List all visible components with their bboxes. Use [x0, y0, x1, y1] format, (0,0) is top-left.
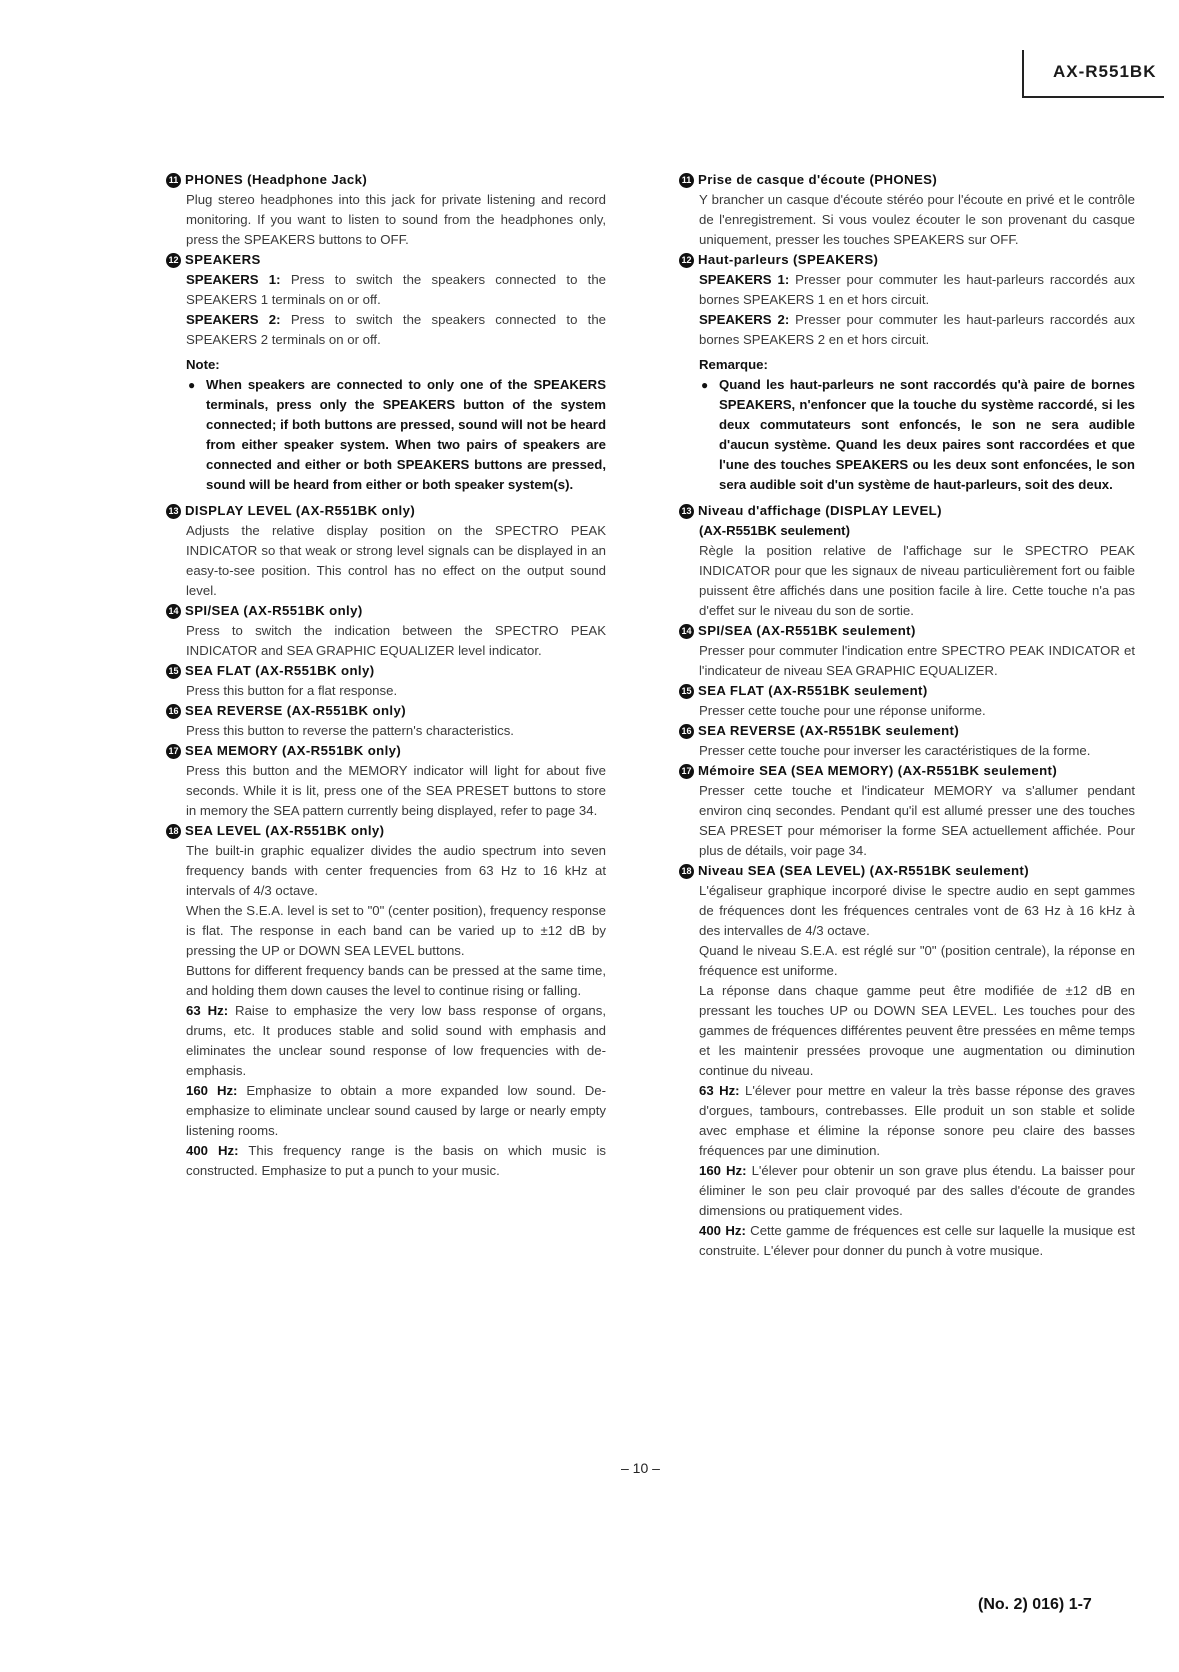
term-label: 63 Hz:	[699, 1083, 740, 1098]
number-badge-icon: 17	[166, 744, 181, 759]
section-heading	[166, 250, 606, 270]
section-spi-sea-fr	[679, 621, 1135, 681]
speakers-2-entry	[166, 310, 606, 350]
note-label: Note:	[186, 357, 220, 372]
paragraph: Presser cette touche pour une réponse uniforme.	[699, 703, 986, 718]
number-badge-icon: 13	[679, 504, 694, 519]
paragraph: Y brancher un casque d'écoute stéréo pour l'écoute en privé et le contrôle de l'enregistrement. Si vous voulez écouter le son provenant du casque uniquement, presser les touches SPEAKERS sur OFF.	[699, 192, 1135, 247]
section-sea-memory	[166, 741, 606, 821]
term-label: SPEAKERS 1:	[186, 272, 281, 287]
paragraph: When the S.E.A. level is set to "0" (center position), frequency response is flat. The response in each band can be varied up to ±12 dB by pressing the UP or DOWN SEA LEVEL buttons.	[186, 903, 606, 958]
term-label: 400 Hz:	[699, 1223, 746, 1238]
section-sea-memory-fr	[679, 761, 1135, 861]
section-heading	[679, 170, 1135, 190]
section-heading	[166, 741, 606, 761]
paragraph: Press this button to reverse the pattern's characteristics.	[186, 723, 514, 738]
note-label: Remarque:	[699, 357, 768, 372]
section-display-level	[166, 501, 606, 601]
term-text: L'élever pour obtenir un son grave plus étendu. La baisser pour éliminer le son peu clair provoqué par des salles d'écoute de grandes dimensions ou pratiquement vides.	[699, 1163, 1135, 1218]
heading-continuation: (AX-R551BK seulement)	[699, 523, 850, 538]
number-badge-icon: 11	[679, 173, 694, 188]
section-heading	[679, 681, 1135, 701]
section-heading	[679, 621, 1135, 641]
term-label: SPEAKERS 1:	[699, 272, 790, 287]
freq-160-entry	[679, 1161, 1135, 1221]
section-heading	[679, 501, 1135, 521]
heading-text: SEA REVERSE (AX-R551BK seulement)	[698, 723, 960, 738]
term-text: Presser pour commuter les haut-parleurs raccordés aux bornes SPEAKERS 2 en et hors circuit.	[699, 312, 1135, 347]
heading-text: PHONES (Headphone Jack)	[185, 172, 368, 187]
section-heading	[166, 601, 606, 621]
paragraph: Buttons for different frequency bands can be pressed at the same time, and holding them down causes the level to continue rising or falling.	[186, 963, 606, 998]
section-speakers	[166, 250, 606, 495]
heading-text: Niveau SEA (SEA LEVEL) (AX-R551BK seulement)	[698, 863, 1029, 878]
number-badge-icon: 16	[166, 704, 181, 719]
paragraph: Presser cette touche pour inverser les caractéristiques de la forme.	[699, 743, 1091, 758]
english-column	[166, 170, 606, 1181]
number-badge-icon: 15	[166, 664, 181, 679]
term-text: Raise to emphasize the very low bass response of organs, drums, etc. It produces stable and solid sound with emphasis and eliminates the unclear sound response of low frequencies with de-emphasis.	[186, 1003, 606, 1078]
number-badge-icon: 18	[166, 824, 181, 839]
freq-63-entry	[679, 1081, 1135, 1161]
section-heading	[679, 721, 1135, 741]
section-phones-fr	[679, 170, 1135, 250]
term-label: SPEAKERS 2:	[699, 312, 790, 327]
heading-text: SEA REVERSE (AX-R551BK only)	[185, 703, 407, 718]
freq-63-entry	[166, 1001, 606, 1081]
paragraph: The built-in graphic equalizer divides the audio spectrum into seven frequency bands with center frequencies from 63 Hz to 16 kHz at intervals of 4/3 octave.	[186, 843, 606, 898]
number-badge-icon: 14	[679, 624, 694, 639]
term-label: 400 Hz:	[186, 1143, 239, 1158]
term-label: SPEAKERS 2:	[186, 312, 281, 327]
number-badge-icon: 14	[166, 604, 181, 619]
section-heading	[679, 761, 1135, 781]
term-text: L'élever pour mettre en valeur la très basse réponse des graves d'orgues, tambours, contrebasses. Elle produit un son stable et solide avec emphase et élimine la réponse sonore peu claire des basses fréquences par une diminution.	[699, 1083, 1136, 1158]
section-heading	[166, 701, 606, 721]
section-sea-level	[166, 821, 606, 1181]
paragraph: Plug stereo headphones into this jack for private listening and record monitoring. If you want to listen to sound from the headphones only, press the SPEAKERS buttons to OFF.	[186, 192, 606, 247]
paragraph: Press this button and the MEMORY indicator will light for about five seconds. While it is lit, press one of the SEA PRESET buttons to store in memory the SEA pattern currently being displayed, refer to page 34.	[186, 763, 606, 818]
number-badge-icon: 13	[166, 504, 181, 519]
heading-text: Prise de casque d'écoute (PHONES)	[698, 172, 938, 187]
heading-text: Mémoire SEA (SEA MEMORY) (AX-R551BK seulement)	[698, 763, 1058, 778]
heading-text: SEA FLAT (AX-R551BK seulement)	[698, 683, 928, 698]
term-label: 63 Hz:	[186, 1003, 229, 1018]
term-text: Emphasize to obtain a more expanded low sound. De-emphasize to eliminate unclear sound caused by large or nearly empty listening rooms.	[186, 1083, 606, 1138]
number-badge-icon: 11	[166, 173, 181, 188]
speakers-1-entry	[166, 270, 606, 310]
number-badge-icon: 15	[679, 684, 694, 699]
paragraph: Press this button for a flat response.	[186, 683, 398, 698]
number-badge-icon: 12	[679, 253, 694, 268]
freq-400-entry	[679, 1221, 1135, 1261]
number-badge-icon: 17	[679, 764, 694, 779]
note-text: Quand les haut-parleurs ne sont raccordés qu'à paire de bornes SPEAKERS, n'enfoncer que la touche du système raccordé, si les deux commutateurs sont enfoncés, le son ne sera audible d'aucun système. Quand les deux paires sont raccordées et que l'une des touches SPEAKERS ou les deux sont enfoncées, le son sera audible soit d'un système de haut-parleurs, soit des deux.	[719, 377, 1135, 492]
section-heading	[166, 661, 606, 681]
section-phones	[166, 170, 606, 250]
section-heading	[166, 501, 606, 521]
term-text: Cette gamme de fréquences est celle sur laquelle la musique est construite. L'élever pour donner du punch à votre musique.	[699, 1223, 1135, 1258]
number-badge-icon: 12	[166, 253, 181, 268]
paragraph: Press to switch the indication between the SPECTRO PEAK INDICATOR and SEA GRAPHIC EQUALIZER level indicator.	[186, 623, 606, 658]
section-sea-reverse	[166, 701, 606, 741]
heading-text: SPI/SEA (AX-R551BK seulement)	[698, 623, 916, 638]
section-display-level-fr	[679, 501, 1135, 621]
bullet-icon: ●	[188, 378, 196, 392]
heading-text: SEA FLAT (AX-R551BK only)	[185, 663, 375, 678]
section-sea-reverse-fr	[679, 721, 1135, 761]
section-heading	[166, 170, 606, 190]
section-heading	[166, 821, 606, 841]
term-label: 160 Hz:	[186, 1083, 238, 1098]
term-label: 160 Hz:	[699, 1163, 747, 1178]
section-sea-level-fr	[679, 861, 1135, 1261]
speakers-1-entry	[679, 270, 1135, 310]
freq-160-entry	[166, 1081, 606, 1141]
heading-text: SPEAKERS	[185, 252, 261, 267]
paragraph: Adjusts the relative display position on the SPECTRO PEAK INDICATOR so that weak or strong level signals can be displayed in an easy-to-see position. This control has no effect on the output sound level.	[186, 523, 606, 598]
heading-text: DISPLAY LEVEL (AX-R551BK only)	[185, 503, 416, 518]
page-number: – 10 –	[621, 1460, 660, 1476]
term-text: Press to switch the speakers connected to the SPEAKERS 2 terminals on or off.	[186, 312, 606, 347]
heading-text: SEA LEVEL (AX-R551BK only)	[185, 823, 385, 838]
section-heading	[679, 250, 1135, 270]
heading-text: Haut-parleurs (SPEAKERS)	[698, 252, 879, 267]
section-speakers-fr	[679, 250, 1135, 495]
document-number: (No. 2) 016) 1-7	[978, 1596, 1092, 1613]
term-text: This frequency range is the basis on which music is constructed. Emphasize to put a punch to your music.	[186, 1143, 606, 1178]
section-sea-flat-fr	[679, 681, 1135, 721]
heading-text: SEA MEMORY (AX-R551BK only)	[185, 743, 402, 758]
french-column	[679, 170, 1135, 1261]
paragraph: Quand le niveau S.E.A. est réglé sur "0" (position centrale), la réponse en fréquence est uniforme.	[699, 943, 1135, 978]
number-badge-icon: 16	[679, 724, 694, 739]
section-heading	[679, 861, 1135, 881]
note-bullet	[166, 375, 606, 495]
note-text: When speakers are connected to only one of the SPEAKERS terminals, press only the SPEAKERS button of the system connected; if both buttons are pressed, sound will not be heard from either speaker system. When two pairs of speakers are connected and either or both SPEAKERS buttons are pressed, sound will be heard from either or both speaker system(s).	[206, 377, 606, 492]
model-label: AX-R551BK	[1053, 62, 1157, 81]
paragraph: L'égaliseur graphique incorporé divise le spectre audio en sept gammes de fréquences dont les fréquences centrales vont de 63 Hz à 16 kHz à des intervalles de 4/3 octave.	[699, 883, 1135, 938]
freq-400-entry	[166, 1141, 606, 1181]
section-sea-flat	[166, 661, 606, 701]
term-text: Presser pour commuter les haut-parleurs raccordés aux bornes SPEAKERS 1 en et hors circuit.	[699, 272, 1135, 307]
bullet-icon: ●	[701, 378, 709, 392]
heading-text: Niveau d'affichage (DISPLAY LEVEL)	[698, 503, 942, 518]
paragraph: Presser pour commuter l'indication entre SPECTRO PEAK INDICATOR et l'indicateur de niveau SEA GRAPHIC EQUALIZER.	[699, 643, 1135, 678]
note-bullet	[679, 375, 1135, 495]
paragraph: Presser cette touche et l'indicateur MEMORY va s'allumer pendant environ cinq secondes. Pendant qu'il est allumé presser une des touches SEA PRESET pour mémoriser la forme SEA actuellement affichée. Pour plus de détails, voir page 34.	[699, 783, 1135, 858]
section-spi-sea	[166, 601, 606, 661]
term-text: Press to switch the speakers connected to the SPEAKERS 1 terminals on or off.	[186, 272, 606, 307]
paragraph: Règle la position relative de l'affichage sur le SPECTRO PEAK INDICATOR pour que les signaux de niveau particulièrement fort ou faible puissent être affichés dans une position facile à lire. Cette touche n'a pas d'effet sur le niveau du son de sortie.	[699, 543, 1135, 618]
speakers-2-entry	[679, 310, 1135, 350]
paragraph: La réponse dans chaque gamme peut être modifiée de ±12 dB en pressant les touches UP ou DOWN SEA LEVEL. Les touches pour des gammes de fréquences différentes peuvent être pressées en même temps et les maintenir pressées provoque une augmentation ou diminution continue du niveau.	[699, 983, 1135, 1078]
heading-text: SPI/SEA (AX-R551BK only)	[185, 603, 363, 618]
number-badge-icon: 18	[679, 864, 694, 879]
